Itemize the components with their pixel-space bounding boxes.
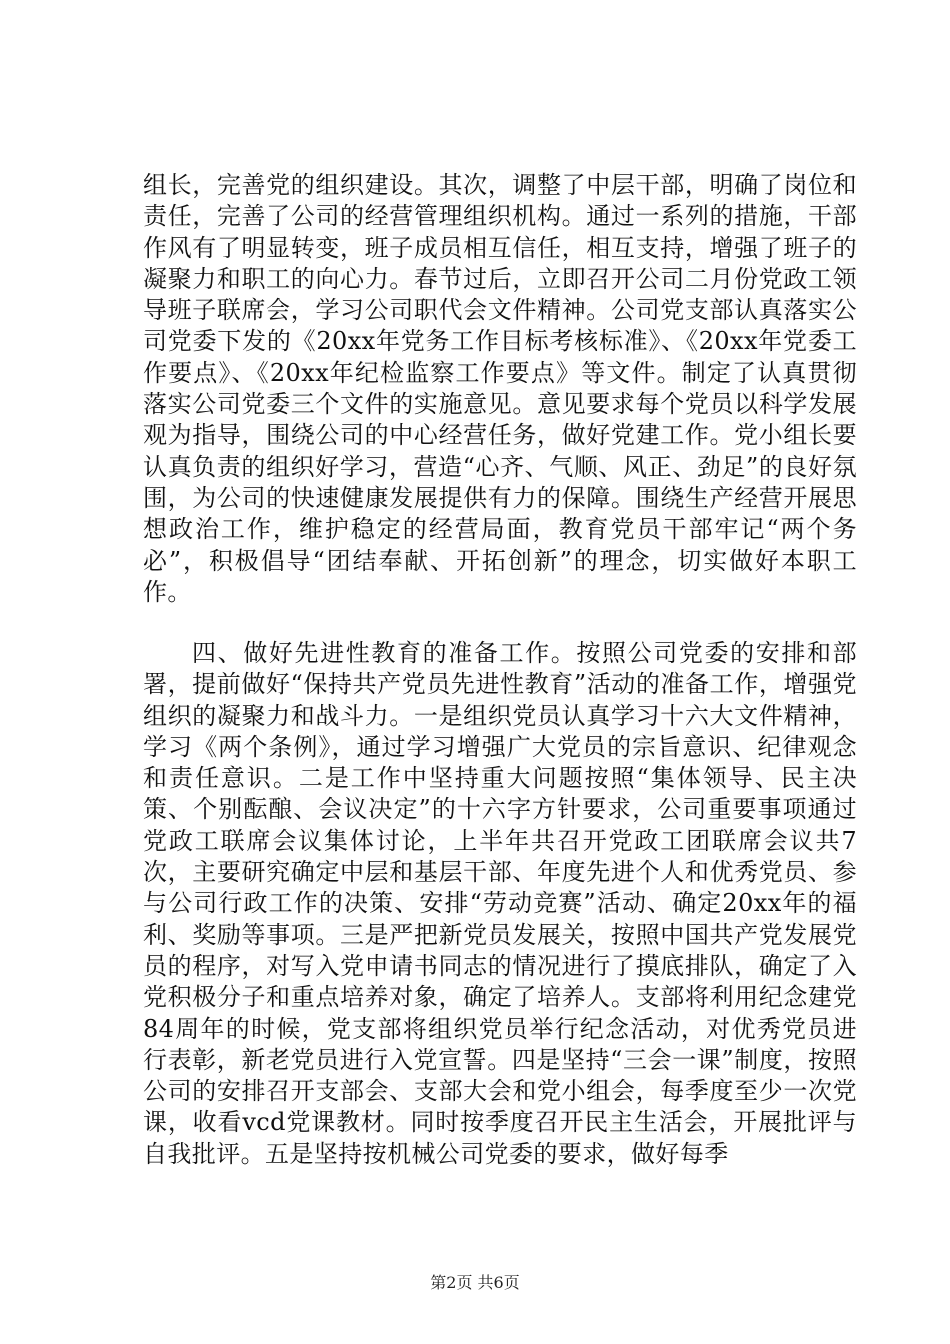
page-number-footer: 第2页 共6页 xyxy=(430,1273,520,1292)
body-paragraph: 组长，完善党的组织建设。其次，调整了中层干部，明确了岗位和责任，完善了公司的经营管理组织机构。通过一系列的措施，干部作风有了明显转变，班子成员相互信任，相互支持，增强了班子的凝聚力和职工的向心力。春节过后，立即召开公司二月份党政工领导班子联席会，学习公司职代会文件精神。公司党支部认真落实公司党委下发的《20xx年党务工作目标考核标准》、《20xx年党委工作要点》、《20xx年纪检监察工作要点》等文件。制定了认真贯彻落实公司党委三个文件的实施意见。意见要求每个党员以科学发展观为指导，围绕公司的中心经营任务，做好党建工作。党小组长要认真负责的组织好学习，营造“心齐、气顺、风正、劲足”的良好氛围，为公司的快速健康发展提供有力的保障。围绕生产经营开展思想政治工作，维护稳定的经营局面，教育党员干部牢记“两个务必”，积极倡导“团结奉献、开拓创新”的理念，切实做好本职工作。 xyxy=(143,171,857,606)
body-paragraph: 四、做好先进性教育的准备工作。按照公司党委的安排和部署，提前做好“保持共产党员先进性教育”活动的准备工作，增强党组织的凝聚力和战斗力。一是组织党员认真学习十六大文件精神，学习《两个条例》，通过学习增强广大党员的宗旨意识、纪律观念和责任意识。二是工作中坚持重大问题按照“集体领导、民主决策、个别酝酿、会议决定”的十六字方针要求，公司重要事项通过党政工联席会议集体讨论，上半年共召开党政工团联席会议共7次，主要研究确定中层和基层干部、年度先进个人和优秀党员、参与公司行政工作的决策、安排“劳动竞赛”活动、确定20xx年的福利、奖励等事项。三是严把新党员发展关，按照中国共产党发展党员的程序，对写入党申请书同志的情况进行了摸底排队，确定了入党积极分子和重点培养对象，确定了培养人。支部将利用纪念建党84周年的时候，党支部将组织党员举行纪念活动，对优秀党员进行表彰，新老党员进行入党宣誓。四是坚持“三会一课”制度，按照公司的安排召开支部会、支部大会和党小组会，每季度至少一次党课，收看vcd党课教材。同时按季度召开民主生活会，开展批评与自我批评。五是坚持按机械公司党委的要求，做好每季 xyxy=(143,639,857,1168)
